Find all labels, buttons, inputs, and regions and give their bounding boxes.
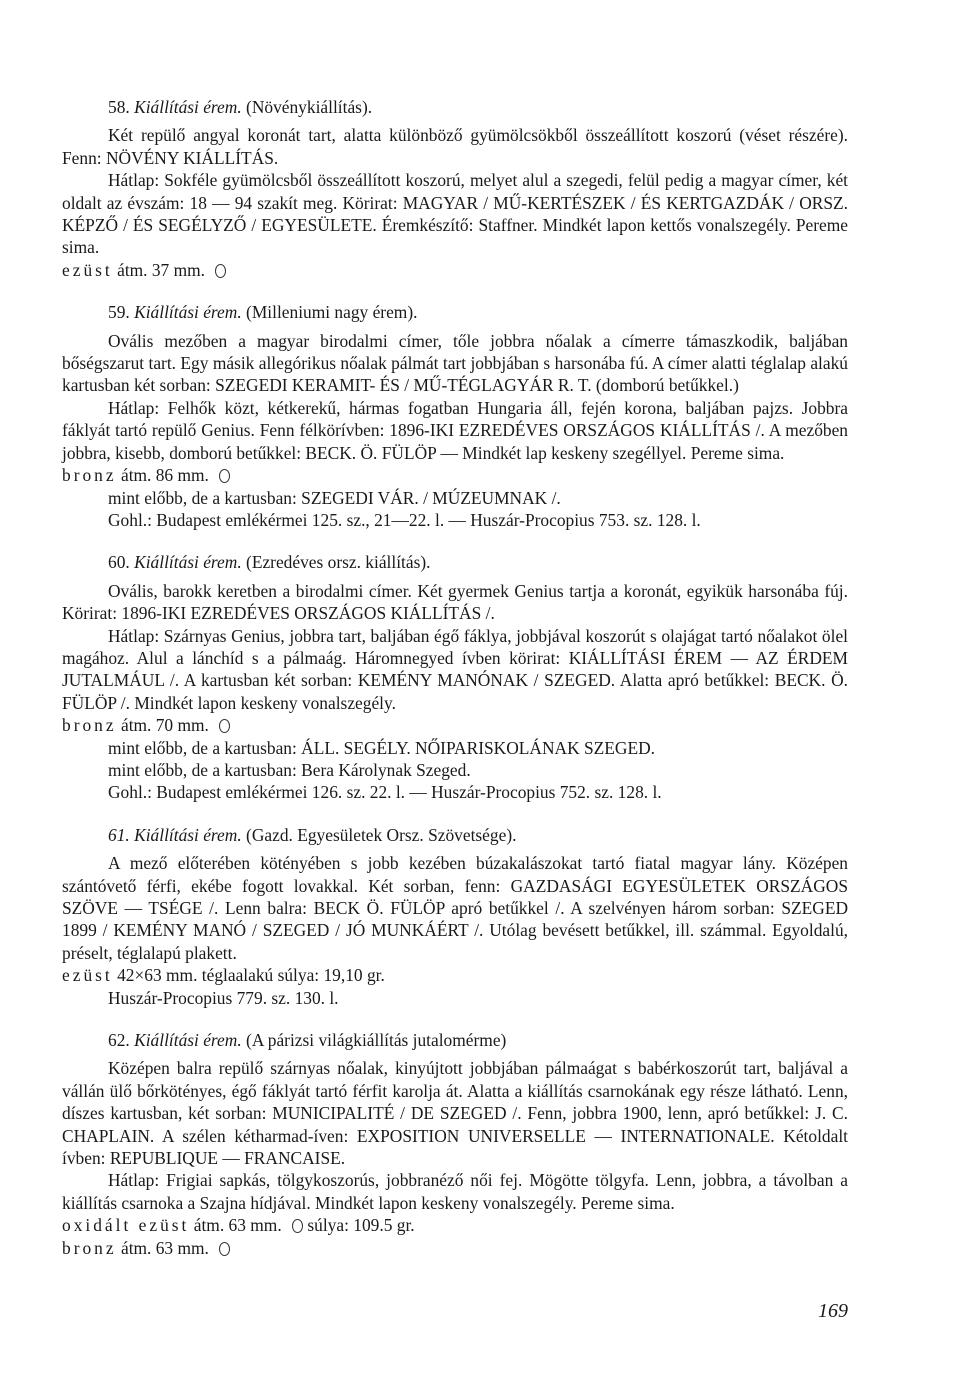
size-line (62, 464, 848, 486)
entry-paragraph: Hátlap: Felhők közt, kétkerekű, hármas fogatban Hungaria áll, fején korona, baljában pajzs. Jobbra fáklyát tartó repülő Genius. Fenn félkörívben: 1896-IKI EZREDÉVES ORSZÁGOS KIÁLLÍTÁS /. A mezőben jobbra, kisebb, domború betűkkel: BECK. Ö. FÜLÖP — Mindkét lap keskeny szegéllyel. Pereme sima. (62, 397, 848, 463)
size-value: átm. 86 mm. (120, 465, 209, 486)
entry-heading (62, 1029, 848, 1051)
size-value: 42×63 mm. téglaalakú súlya: 19,10 gr. (117, 965, 385, 986)
entry-number: 58. (108, 97, 130, 117)
entry-heading (62, 96, 848, 118)
entry-subtitle: (Növénykiállítás). (246, 97, 373, 117)
size-line (62, 714, 848, 736)
round-shape-icon (219, 1242, 230, 1256)
metal-label: oxidált ezüst (62, 1215, 190, 1236)
entry-subtitle: (A párizsi világkiállítás jutalomérme) (246, 1030, 507, 1051)
entry-paragraph: A mező előterében kötényében s jobb kezében búzakalászokat tartó fiatal magyar lány. Középen szántóvető férfi, ekébe fogott lovakkal. Két sorban, fenn: GAZDASÁGI EGYESÜLETEK ORSZÁGOS SZÖVE — TSÉGE /. Lenn balra: BECK Ö. FÜLÖP apró betűkkel /. A szelvényen három sorban: SZEGED 1899 / KEMÉNY MANÓ / SZEGED / JÓ MUNKÁÉRT /. Utólag bevésett betűkkel, ill. számmal. Egyoldalú, préselt, téglalapú plakett. (62, 853, 848, 963)
weight-value: súlya: 109.5 gr. (307, 1215, 415, 1236)
entry-number: 61. (108, 824, 130, 845)
entry-title: Kiállítási érem. (134, 97, 242, 117)
entry-subtitle: (Milleniumi nagy érem). (246, 302, 418, 323)
entry-paragraph: Ovális mezőben a magyar birodalmi címer, tőle jobbra nőalak a címerre támaszkodik, baljában bőségszarut tart. Egy másik allegórikus nőalak pálmát tart jobbjában s harsonába fú. A címer alatti téglalap alakú kartusban két sorban: SZEGEDI KERAMIT- ÉS / MŰ-TÉGLAGYÁR R. T. (domború betűkkel.) (62, 330, 848, 396)
entry-paragraph: Középen balra repülő szárnyas nőalak, kinyújtott jobbjában pálmaágat s babérkoszorút tart, baljával a vállán ülő bőrkötényes, égő fáklyát tartó férfit karolja át. Alatta a kiállítás csarnokának egy része látható. Lenn, díszes kartusban, két sorban: MUNICIPALITÉ / DE SZEGED /. Fenn, jobbra 1900, lenn, apró betűkkel: J. C. CHAPLAIN. A szélen kétharmad-íven: EXPOSITION UNIVERSELLE — INTERNATIONALE. Kétoldalt ívben: REPUBLIQUE — FRANCAISE. (62, 1058, 848, 1169)
reference-line: Huszár-Procopius 779. sz. 130. l. (108, 987, 339, 1008)
metal-label: bronz (62, 1237, 117, 1258)
reference-line: Gohl.: Budapest emlékérmei 125. sz., 21—22. l. — Huszár-Procopius 753. sz. 128. l. (108, 509, 701, 530)
size-line (62, 964, 848, 986)
catalog-entry-58 (62, 96, 848, 281)
variant-line: mint előbb, de a kartusban: ÁLL. SEGÉLY. NŐIPARISKOLÁNAK SZEGED. (108, 737, 655, 758)
entry-paragraph: Hátlap: Szárnyas Genius, jobbra tart, baljában égő fáklya, jobbjával koszorút s olajágat tartó nőalakot ölel magához. Alul a lánchíd s a pálmaág. Háromnegyed ívben körirat: KIÁLLÍTÁSI ÉREM — AZ ÉRDEM JUTALMÁUL /. A kartusban két sorban: KEMÉNY MANÓNAK / SZEGED. Alatta apró betűkkel: BECK. Ö. FÜLÖP /. Mindkét lapon keskeny vonalszegély. (62, 625, 848, 713)
entry-paragraph: Hátlap: Sokféle gyümölcsből összeállított koszorú, melyet alul a szegedi, felül pedig a magyar címer, két oldalt az évszám: 18 — 94 szakít meg. Körirat: MAGYAR / MŰ-KERTÉSZEK / ÉS KERTGAZDÁK / ORSZ. KÉPZŐ / ÉS SEGÉLYZŐ / EGYESÜLETE. Éremkészítő: Staffner. Mindkét lapon kettős vonalszegély. Pereme sima. (62, 170, 848, 258)
entry-title: Kiállítási érem. (134, 824, 242, 845)
catalog-entry-62 (62, 1029, 848, 1259)
size-value: átm. 70 mm. (120, 715, 209, 736)
round-shape-icon (219, 469, 230, 483)
variant-line: mint előbb, de a kartusban: Bera Károlynak Szeged. (108, 759, 471, 780)
round-shape-icon (219, 719, 230, 733)
entry-title: Kiállítási érem. (134, 552, 242, 573)
catalog-entry-60 (62, 551, 848, 803)
reference-line: Gohl.: Budapest emlékérmei 126. sz. 22. l. — Huszár-Procopius 752. sz. 128. l. (108, 782, 662, 803)
metal-label: ezüst (62, 965, 113, 986)
entry-number: 60. (108, 552, 130, 573)
size-value: átm. 63 mm. (193, 1215, 282, 1236)
entry-heading (62, 551, 848, 573)
size-line (62, 1237, 848, 1259)
metal-label: ezüst (62, 259, 113, 280)
entry-heading (62, 301, 848, 323)
size-line (62, 1214, 848, 1236)
size-value: átm. 63 mm. (120, 1237, 209, 1258)
catalog-entry-61 (62, 824, 848, 1009)
entry-title: Kiállítási érem. (134, 1030, 242, 1051)
size-value: átm. 37 mm. (117, 259, 206, 280)
page-number: 169 (818, 1300, 848, 1322)
catalog-entry-59 (62, 301, 848, 531)
entry-subtitle: (Gazd. Egyesületek Orsz. Szövetsége). (246, 824, 517, 845)
entry-paragraph: Két repülő angyal koronát tart, alatta különböző gyümölcsökből összeállított koszorú (véset részére). Fenn: NÖVÉNY KIÁLLÍTÁS. (62, 125, 848, 168)
metal-label: bronz (62, 465, 117, 486)
round-shape-icon (292, 1219, 303, 1233)
entry-title: Kiállítási érem. (134, 302, 242, 323)
entry-paragraph: Hátlap: Frigiai sapkás, tölgykoszorús, jobbranéző női fej. Mögötte tölgyfa. Lenn, jobbra, a távolban a kiállítás csarnoka a Szajna hídjával. Mindkét lapon keskeny vonalszegély. Pereme sima. (62, 1170, 848, 1213)
round-shape-icon (215, 264, 226, 278)
metal-label: bronz (62, 715, 117, 736)
entry-paragraph: Ovális, barokk keretben a birodalmi címer. Két gyermek Genius tartja a koronát, egyikük harsonába fúj. Körirat: 1896-IKI EZREDÉVES ORSZÁGOS KIÁLLÍTÁS /. (62, 580, 848, 624)
entry-number: 59. (108, 302, 130, 323)
size-line (62, 259, 848, 281)
entry-heading (62, 824, 848, 846)
entry-subtitle: (Ezredéves orsz. kiállítás). (246, 552, 431, 573)
entry-number: 62. (108, 1030, 130, 1051)
variant-line: mint előbb, de a kartusban: SZEGEDI VÁR. / MÚZEUMNAK /. (108, 487, 561, 508)
